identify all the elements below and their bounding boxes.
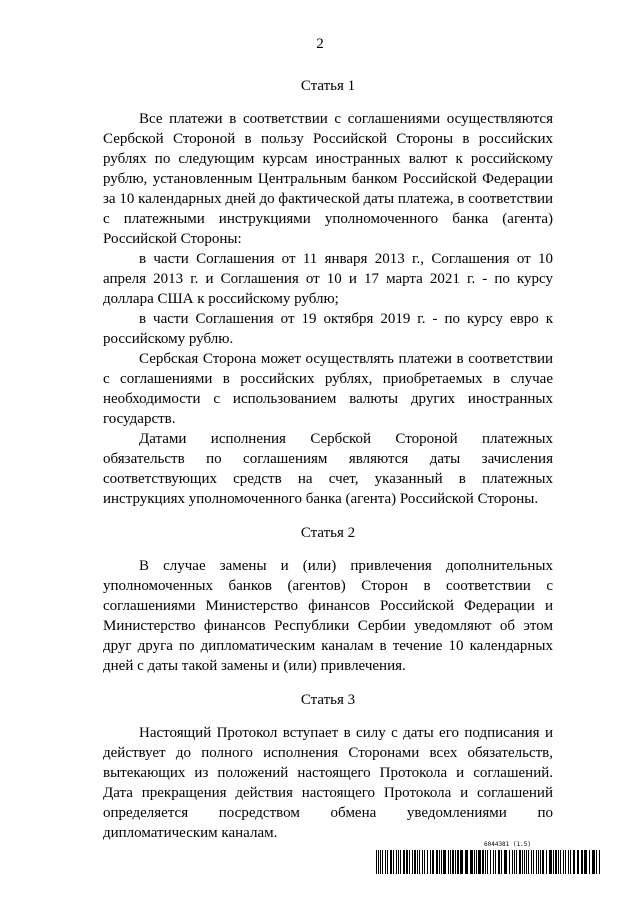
- article-1-paragraph-4: Сербская Сторона может осуществлять платежи в соответствии с соглашениями в российских рублях, приобретаемых в случае необходимости с использованием валюты других иностранных государств.: [103, 351, 553, 427]
- article-1-paragraph-1: Все платежи в соответствии с соглашениями осуществляются Сербской Стороной в пользу Российской Стороны в российских рублях по следующим курсам иностранных валют к российскому рублю, установленным Центральным банком Российской Федерации за 10 календарных дней до фактической даты платежа, в соответствии с платежными инструкциями уполномоченного банка (агента) Российской Стороны:: [103, 111, 553, 247]
- article-1-heading: Статья 1: [300, 78, 356, 94]
- barcode-image: [376, 850, 602, 874]
- barcode-code: 6044381 (1.5): [484, 841, 531, 848]
- page-number: 2: [316, 36, 324, 52]
- article-2-paragraph-1: В случае замены и (или) привлечения дополнительных уполномоченных банков (агентов) Сторон в соответствии с соглашениями Министерство финансов Российской Федерации и Министерство финансов Республики Сербии уведомляют об этом друг друга по дипломатическим каналам в течение 10 календарных дней с даты такой замены и (или) привлечения.: [103, 558, 553, 674]
- article-3-paragraph-1: Настоящий Протокол вступает в силу с даты его подписания и действует до полного исполнения Сторонами всех обязательств, вытекающих из положений настоящего Протокола и соглашений. Дата прекращения действия настоящего Протокола и соглашений определяется посредством обмена уведомлениями по дипломатическим каналам.: [103, 725, 553, 841]
- article-1-paragraph-3: в части Соглашения от 19 октября 2019 г. - по курсу евро к российскому рублю.: [103, 311, 553, 347]
- article-1-paragraph-5: Датами исполнения Сербской Стороной платежных обязательств по соглашениям являются даты зачисления соответствующих средств на счет, указанный в платежных инструкциях уполномоченного банка (агента) Российской Стороны.: [103, 431, 553, 507]
- article-3-heading: Статья 3: [300, 692, 356, 708]
- document-body: [103, 76, 553, 843]
- barcode-block: [376, 841, 602, 881]
- article-1-paragraph-2: в части Соглашения от 11 января 2013 г., Соглашения от 10 апреля 2013 г. и Соглашения от 10 и 17 марта 2021 г. - по курсу доллара США к российскому рублю;: [103, 251, 553, 307]
- article-2-heading: Статья 2: [300, 525, 356, 541]
